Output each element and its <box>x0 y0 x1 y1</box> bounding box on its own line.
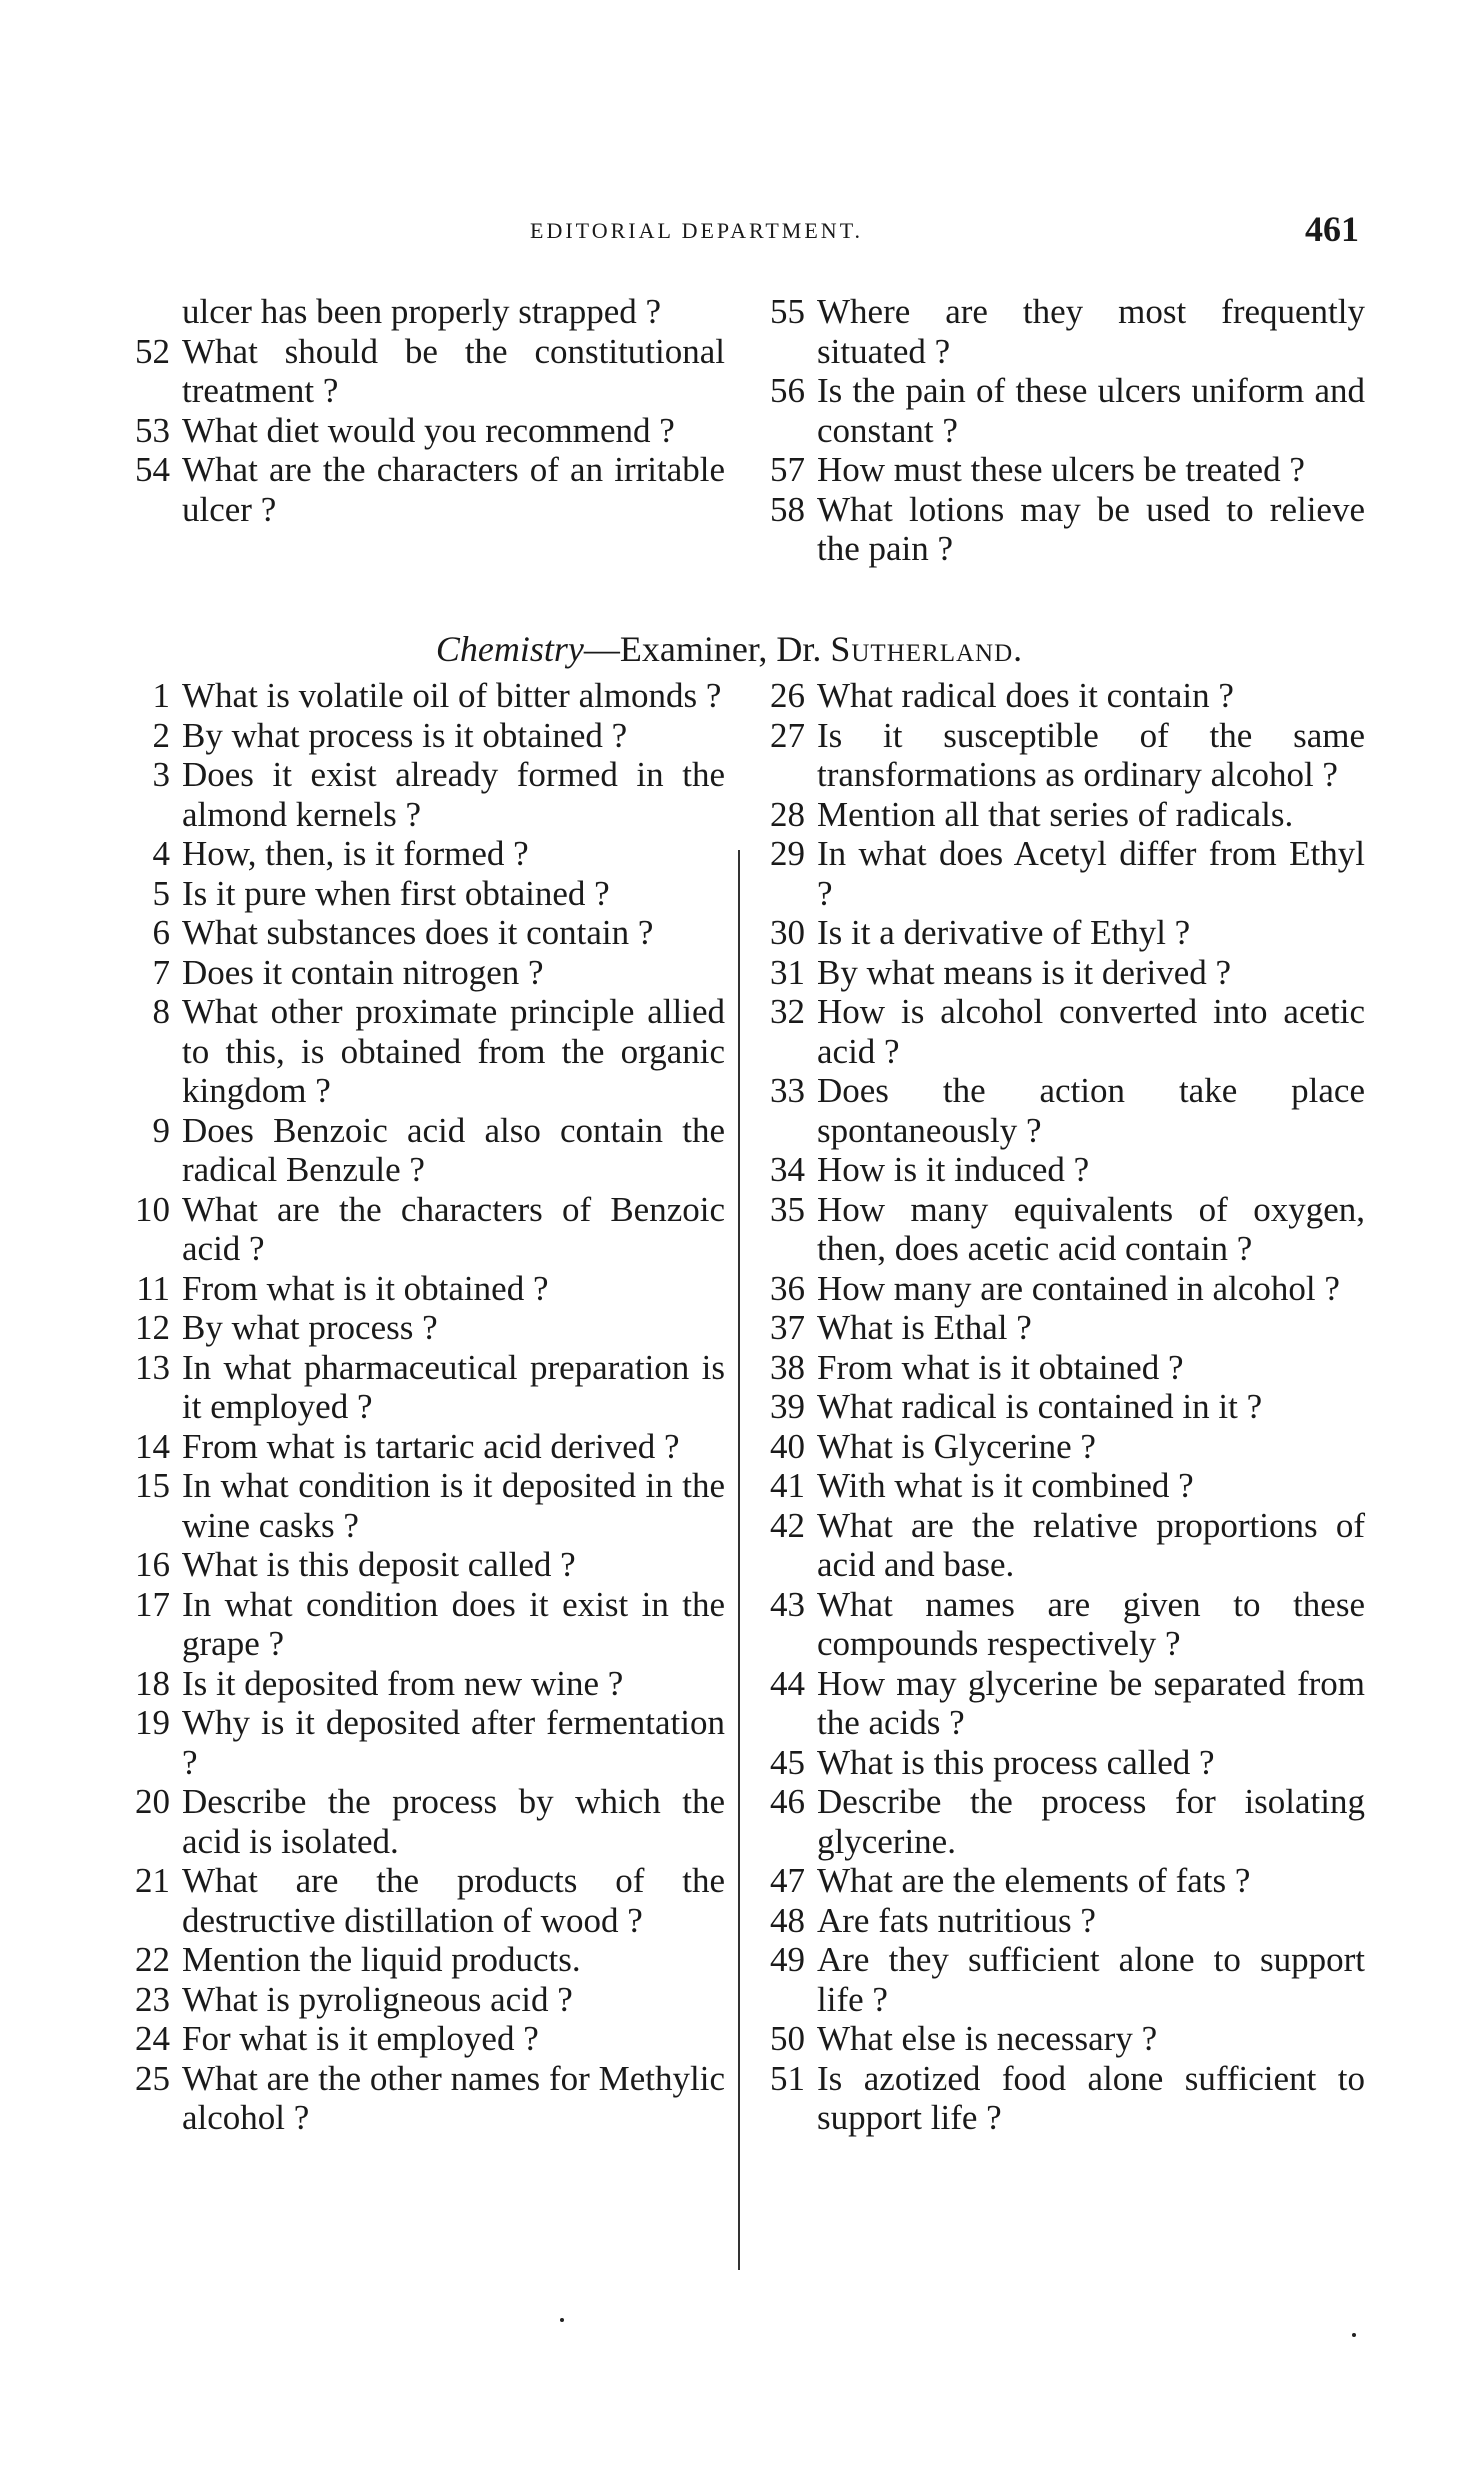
question-number: 18 <box>135 1663 170 1703</box>
examiner-name: Sutherland. <box>830 629 1024 669</box>
question-number: 13 <box>135 1347 170 1387</box>
examiner-label: —Examiner, Dr. <box>583 629 822 669</box>
question-item <box>120 2019 725 2059</box>
question-text: What lotions may be used to relieve the pain ? <box>817 489 1365 568</box>
question-number: 8 <box>152 992 170 1031</box>
question-item <box>755 913 1365 953</box>
question-item <box>755 292 1365 371</box>
question-number: 12 <box>135 1308 170 1347</box>
question-text: How, then, is it formed ? <box>182 834 529 873</box>
question-number: 28 <box>770 794 805 834</box>
question-text: Does Benzoic acid also contain the radical Benzule ? <box>182 1110 725 1189</box>
question-item <box>120 1664 725 1704</box>
question-text: What are the characters of an irritable ulcer ? <box>182 450 725 529</box>
question-item <box>755 450 1365 490</box>
question-number: 21 <box>135 1861 170 1900</box>
question-item <box>120 1545 725 1585</box>
question-item <box>755 1269 1365 1309</box>
question-number: 20 <box>135 1782 170 1821</box>
question-number: 27 <box>770 715 805 755</box>
question-item <box>755 2059 1365 2138</box>
question-text: What diet would you recommend ? <box>182 410 675 450</box>
question-text: What is Glycerine ? <box>817 1426 1096 1466</box>
page-number: 461 <box>1305 209 1359 249</box>
section-subject: Chemistry <box>435 629 584 669</box>
question-number: 17 <box>135 1584 170 1624</box>
question-number: 5 <box>152 873 170 913</box>
question-number: 47 <box>770 1861 805 1900</box>
question-item <box>755 1190 1365 1269</box>
question-item <box>120 1585 725 1664</box>
question-number: 52 <box>135 331 170 371</box>
question-item <box>120 1308 725 1348</box>
question-number: 14 <box>135 1426 170 1466</box>
question-number: 4 <box>152 834 170 873</box>
question-item <box>120 834 725 874</box>
question-text: Why is it deposited after fermentation ? <box>182 1703 725 1782</box>
question-item <box>120 1190 725 1269</box>
question-text: How may glycerine be separated from the acids ? <box>817 1663 1365 1742</box>
question-number: 44 <box>770 1663 805 1703</box>
question-text: From what is it obtained ? <box>182 1268 549 1308</box>
question-item <box>755 1861 1365 1901</box>
question-item <box>120 1703 725 1782</box>
question-number: 30 <box>770 913 805 952</box>
question-number: 46 <box>770 1782 805 1821</box>
question-number: 34 <box>770 1150 805 1189</box>
question-number: 24 <box>135 2019 170 2058</box>
question-text: What radical is contained in it ? <box>817 1387 1263 1426</box>
question-number: 7 <box>152 952 170 992</box>
question-number: 2 <box>152 715 170 755</box>
question-number: 3 <box>152 755 170 794</box>
question-text: From what is it obtained ? <box>817 1347 1184 1387</box>
question-number: 6 <box>152 913 170 952</box>
question-item <box>120 913 725 953</box>
question-text: In what does Acetyl differ from Ethyl ? <box>817 834 1365 913</box>
question-item <box>120 1111 725 1190</box>
question-number: 51 <box>770 2058 805 2098</box>
continued-questions-left <box>120 292 725 529</box>
question-text: How is alcohol converted into acetic acid ? <box>817 992 1365 1071</box>
question-number: 11 <box>136 1268 170 1308</box>
question-item <box>755 1387 1365 1427</box>
print-speck <box>560 2318 564 2322</box>
question-number: 1 <box>152 676 170 715</box>
question-text: Is it susceptible of the same transformations as ordinary alcohol ? <box>817 715 1365 794</box>
question-column-left <box>120 676 725 2138</box>
question-number: 40 <box>770 1426 805 1466</box>
question-text: Does it exist already formed in the almond kernels ? <box>182 755 725 834</box>
running-head: EDITORIAL DEPARTMENT. <box>530 218 864 243</box>
question-number: 35 <box>770 1189 805 1229</box>
question-number: 22 <box>135 1940 170 1979</box>
question-number: 15 <box>135 1466 170 1505</box>
question-item <box>755 1782 1365 1861</box>
question-text: What else is necessary ? <box>817 2019 1158 2058</box>
question-item <box>755 953 1365 993</box>
question-item <box>755 992 1365 1071</box>
question-text: What is pyroligneous acid ? <box>182 1979 573 2019</box>
question-number: 49 <box>770 1940 805 1979</box>
question-text: Are they sufficient alone to support life ? <box>817 1940 1365 2019</box>
question-text: What is this deposit called ? <box>182 1545 576 1584</box>
question-text: Does it contain nitrogen ? <box>182 952 544 992</box>
continued-questions-right <box>755 292 1365 569</box>
question-item <box>120 411 725 451</box>
question-number: 10 <box>135 1189 170 1229</box>
question-item <box>755 1506 1365 1585</box>
question-item <box>120 676 725 716</box>
question-number: 43 <box>770 1584 805 1624</box>
question-item <box>120 1861 725 1940</box>
question-item <box>120 1269 725 1309</box>
question-number: 26 <box>770 676 805 715</box>
question-text: What radical does it contain ? <box>817 676 1234 715</box>
question-text: What is volatile oil of bitter almonds ? <box>182 676 722 715</box>
question-item <box>755 371 1365 450</box>
question-item <box>755 1348 1365 1388</box>
question-item <box>120 1980 725 2020</box>
question-item <box>755 716 1365 795</box>
question-item <box>120 992 725 1111</box>
question-text: Is it pure when first obtained ? <box>182 873 610 913</box>
question-text: By what process is it obtained ? <box>182 715 628 755</box>
question-text: What substances does it contain ? <box>182 913 654 952</box>
question-item <box>120 1427 725 1467</box>
question-number: 32 <box>770 992 805 1031</box>
question-item <box>755 1308 1365 1348</box>
question-text: By what means is it derived ? <box>817 952 1232 992</box>
question-number: 23 <box>135 1979 170 2019</box>
question-number: 38 <box>770 1347 805 1387</box>
question-item <box>755 795 1365 835</box>
question-text: What other proximate principle allied to this, is obtained from the organic kingdom ? <box>182 992 725 1110</box>
question-number: 37 <box>770 1308 805 1347</box>
question-item <box>120 755 725 834</box>
question-number: 58 <box>770 489 805 529</box>
question-number: 50 <box>770 2019 805 2058</box>
question-text: With what is it combined ? <box>817 1466 1194 1505</box>
question-item <box>120 1782 725 1861</box>
question-text: What are the products of the destructive distillation of wood ? <box>182 1861 725 1940</box>
question-column-right <box>755 676 1365 2138</box>
question-text: In what condition does it exist in the grape ? <box>182 1584 725 1663</box>
question-item <box>120 1940 725 1980</box>
question-text: What is this process called ? <box>817 1742 1215 1782</box>
question-item <box>120 450 725 529</box>
question-item <box>120 716 725 756</box>
question-number: 33 <box>770 1071 805 1110</box>
question-item <box>120 874 725 914</box>
question-item <box>755 676 1365 716</box>
question-item <box>120 1348 725 1427</box>
question-text: Is it deposited from new wine ? <box>182 1663 624 1703</box>
question-number: 16 <box>135 1545 170 1584</box>
question-text: ulcer has been properly strapped ? <box>182 292 662 331</box>
question-text: How is it induced ? <box>817 1150 1090 1189</box>
question-item <box>755 2019 1365 2059</box>
question-text: In what pharmaceutical preparation is it employed ? <box>182 1347 725 1426</box>
question-number: 19 <box>135 1703 170 1742</box>
question-number: 55 <box>770 292 805 331</box>
question-item <box>120 953 725 993</box>
question-item <box>755 1071 1365 1150</box>
question-item <box>755 1901 1365 1941</box>
question-number: 39 <box>770 1387 805 1426</box>
question-text: Is it a derivative of Ethyl ? <box>817 913 1191 952</box>
question-item <box>120 2059 725 2138</box>
question-text: In what condition is it deposited in the wine casks ? <box>182 1466 725 1545</box>
question-item <box>755 1940 1365 2019</box>
question-number: 56 <box>770 371 805 410</box>
question-text: From what is tartaric acid derived ? <box>182 1426 680 1466</box>
question-text: Mention all that series of radicals. <box>817 794 1294 834</box>
question-text: Describe the process by which the acid is isolated. <box>182 1782 725 1861</box>
question-number: 48 <box>770 1900 805 1940</box>
question-text: Is the pain of these ulcers uniform and constant ? <box>817 371 1365 450</box>
question-text: By what process ? <box>182 1308 438 1347</box>
question-number: 41 <box>770 1466 805 1505</box>
question-item <box>755 1585 1365 1664</box>
question-text: Are fats nutritious ? <box>817 1900 1096 1940</box>
question-number: 29 <box>770 834 805 873</box>
question-number: 53 <box>135 410 170 450</box>
question-text: Mention the liquid products. <box>182 1940 581 1979</box>
question-item <box>755 834 1365 913</box>
question-number: 42 <box>770 1505 805 1545</box>
question-number: 36 <box>770 1268 805 1308</box>
question-number: 31 <box>770 952 805 992</box>
question-text: What is Ethal ? <box>817 1308 1032 1347</box>
question-item <box>120 1466 725 1545</box>
question-text: Where are they most frequently situated ? <box>817 292 1365 371</box>
question-number: 57 <box>770 450 805 489</box>
question-text: Does the action take place spontaneously ? <box>817 1071 1365 1150</box>
question-number: 9 <box>152 1110 170 1150</box>
question-text: What names are given to these compounds respectively ? <box>817 1584 1365 1663</box>
question-item <box>755 1466 1365 1506</box>
question-item <box>755 1427 1365 1467</box>
question-text: What are the characters of Benzoic acid ? <box>182 1189 725 1268</box>
question-number: 25 <box>135 2058 170 2098</box>
question-text: How must these ulcers be treated ? <box>817 450 1305 489</box>
column-divider <box>738 850 740 2270</box>
question-item <box>755 1743 1365 1783</box>
section-heading <box>0 628 1459 670</box>
question-number: 45 <box>770 1742 805 1782</box>
question-item <box>755 1664 1365 1743</box>
question-text: What should be the constitutional treatment ? <box>182 331 725 410</box>
question-text: What are the other names for Methylic alcohol ? <box>182 2058 725 2137</box>
question-text: What are the relative proportions of acid and base. <box>817 1505 1365 1584</box>
question-item <box>755 1150 1365 1190</box>
question-text: Is azotized food alone sufficient to support life ? <box>817 2058 1365 2137</box>
question-number: 54 <box>135 450 170 489</box>
question-item <box>120 332 725 411</box>
question-item <box>755 490 1365 569</box>
print-speck <box>1352 2333 1356 2337</box>
question-text: How many equivalents of oxygen, then, does acetic acid contain ? <box>817 1189 1365 1268</box>
question-text: How many are contained in alcohol ? <box>817 1268 1340 1308</box>
question-text: What are the elements of fats ? <box>817 1861 1251 1900</box>
question-text: For what is it employed ? <box>182 2019 539 2058</box>
question-item <box>120 292 725 332</box>
question-text: Describe the process for isolating glycerine. <box>817 1782 1365 1861</box>
